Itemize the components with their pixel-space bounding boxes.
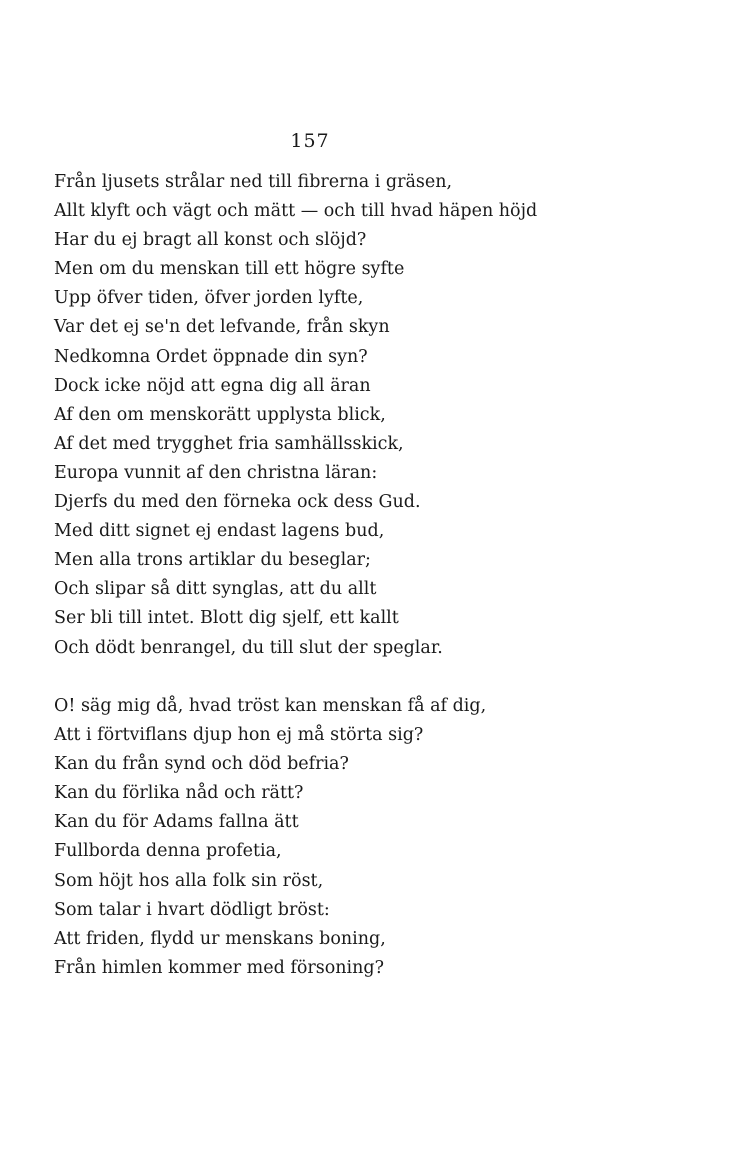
- verse-line: Dock icke nöjd att egna dig all äran: [54, 375, 371, 396]
- verse-line: Nedkomna Ordet öppnade din syn?: [54, 346, 368, 367]
- verse-line: Har du ej bragt all konst och slöjd?: [54, 230, 367, 251]
- stanza-1: [54, 168, 537, 663]
- verse-line: Fullborda denna profetia,: [54, 841, 282, 862]
- verse-line: Och slipar så ditt synglas, att du allt: [54, 579, 377, 600]
- verse-line: Att friden, flydd ur menskans boning,: [54, 928, 386, 949]
- page-number: 157: [290, 130, 330, 152]
- verse-line: Ser bli till intet. Blott dig sjelf, ett kallt: [54, 608, 399, 629]
- verse-line: Af den om menskorätt upplysta blick,: [54, 404, 386, 425]
- verse-line: O! säg mig då, hvad tröst kan menskan få af dig,: [54, 696, 487, 716]
- verse-line: Djerfs du med den förneka ock dess Gud.: [54, 492, 421, 513]
- verse-line: Allt klyft och vägt och mätt — och till hvad häpen höjd: [54, 201, 538, 222]
- verse-line: Kan du från synd och död befria?: [54, 754, 349, 775]
- verse-line: Af det med trygghet fria samhällsskick,: [54, 433, 404, 454]
- verse-line: Kan du för Adams fallna ätt: [54, 812, 299, 833]
- verse-line: Men alla trons artiklar du beseglar;: [54, 550, 371, 571]
- verse-line: Kan du förlika nåd och rätt?: [54, 783, 304, 804]
- verse-line: Och dödt benrangel, du till slut der speglar.: [54, 637, 443, 658]
- verse-line: Europa vunnit af den christna läran:: [54, 462, 378, 483]
- verse-line: Som talar i hvart dödligt bröst:: [54, 899, 330, 920]
- verse-line: Med ditt signet ej endast lagens bud,: [54, 521, 385, 542]
- verse-line: Att i förtviflans djup hon ej må störta sig?: [54, 725, 424, 746]
- verse-line: Upp öfver tiden, öfver jorden lyfte,: [54, 288, 364, 309]
- verse-line: Från ljusets strålar ned till fibrerna i gräsen,: [54, 172, 453, 192]
- stanza-2: [54, 692, 486, 983]
- verse-line: Från himlen kommer med försoning?: [54, 957, 384, 978]
- verse-line: Var det ej se'n det lefvande, från skyn: [54, 317, 390, 338]
- verse-line: Men om du menskan till ett högre syfte: [54, 259, 405, 280]
- verse-line: Som höjt hos alla folk sin röst,: [54, 870, 324, 891]
